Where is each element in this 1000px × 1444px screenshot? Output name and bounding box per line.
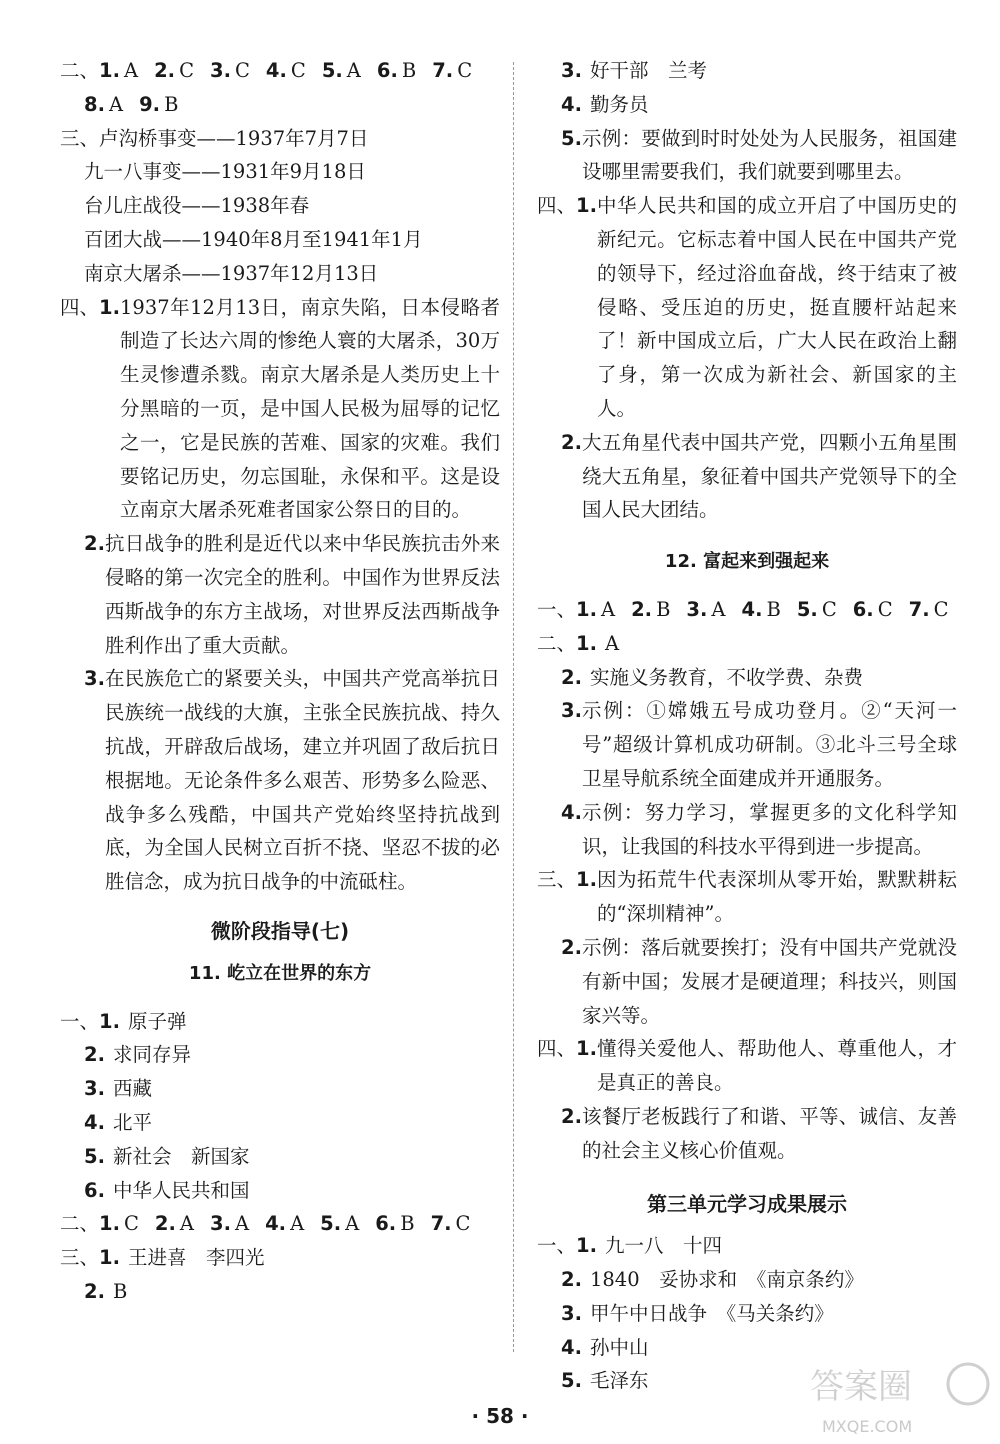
l12-section-3-item	[537, 863, 957, 931]
item-number: 4.	[84, 1110, 105, 1134]
mcq-number: 7.	[430, 1212, 452, 1236]
item-number: 1.	[576, 194, 597, 218]
l11-section-2-mcq-row	[60, 1207, 500, 1241]
unit-section-1-item	[537, 1263, 957, 1297]
item-number: 2.	[84, 1043, 105, 1067]
l11-section-1-item	[60, 1174, 500, 1208]
right-column	[537, 54, 957, 1398]
l11-section-3-item	[537, 122, 957, 190]
item-answer: 示例：①嫦娥五号成功登月。②“天河一号”超级计算机成功研制。③北斗三号全球卫星导航系统全面建成并开通服务。	[581, 699, 957, 790]
item-number: 5.	[561, 1369, 582, 1393]
item-number: 1.	[576, 631, 597, 655]
watermark-ring-icon	[948, 1364, 988, 1404]
item-answer: 中华人民共和国的成立开启了中国历史的新纪元。它标志着中国人民在中国共产党的领导下，经过浴血奋战，终于结束了被侵略、受压迫的历史，挺直腰杆站起来了！新中国成立后，广大人民在政治上翻了身，第一次成为新社会、新国家的主人。	[597, 194, 957, 420]
event-date-line: 南京大屠杀——1937年12月13日	[84, 261, 379, 285]
item-answer: 在民族危亡的紧要关头，中国共产党高举抗日民族统一战线的大旗，主张全民族抗战、持久抗战，开辟敌后战场，建立并巩固了敌后抗日根据地。无论条件多么艰苦、形势多么险恶、战争多么残酷，中国共产党始终坚持抗战到底，为全国人民树立百折不挠、坚忍不拔的必胜信念，成为抗日战争的中流砥柱。	[104, 667, 500, 894]
item-answer: 勤务员	[589, 92, 649, 116]
item-answer: 中华人民共和国	[112, 1178, 250, 1202]
item-number: 2.	[561, 430, 582, 454]
column-divider	[513, 62, 514, 1352]
mcq-choice: C	[124, 1212, 139, 1236]
item-number: 1.	[99, 1246, 120, 1270]
section-label: 四、	[60, 295, 100, 319]
section-label: 二、	[537, 631, 577, 655]
l12-section-3-item	[537, 931, 957, 1032]
section-label: 一、	[537, 1234, 577, 1258]
mcq-answers	[99, 1207, 500, 1241]
section-label: 四、	[537, 1037, 577, 1061]
mcq-answers	[576, 593, 957, 627]
item-answer: 西藏	[112, 1077, 152, 1101]
section-3-first-line	[60, 122, 500, 156]
event-date-row	[60, 223, 500, 257]
item-number: 1.	[576, 868, 597, 892]
event-date-row	[60, 257, 500, 291]
lesson-11-heading: 11. 屹立在世界的东方	[188, 962, 372, 984]
item-answer: 1840 妥协求和 《南京条约》	[589, 1268, 864, 1292]
l11-section-4-item	[537, 189, 957, 426]
mcq-number: 5.	[796, 597, 818, 621]
section-4-item	[60, 291, 500, 528]
item-number: 4.	[561, 92, 582, 116]
stage-heading: 微阶段指导(七)	[210, 918, 350, 943]
item-number: 2.	[561, 935, 582, 959]
item-number: 3.	[84, 667, 105, 691]
mcq-number: 3.	[210, 1212, 231, 1236]
item-number: 2.	[561, 665, 582, 689]
mcq-choice: C	[455, 1212, 471, 1236]
mcq-choice: A	[345, 1212, 360, 1236]
mcq-choice: A	[711, 597, 726, 621]
mcq-choice: B	[401, 59, 417, 82]
section-label: 二、	[60, 59, 100, 82]
event-date-line: 九一八事变——1931年9月18日	[84, 160, 366, 184]
item-number: 6.	[84, 1178, 105, 1202]
l12-section-1-mcq-row	[537, 593, 957, 627]
l11-section-3-item	[537, 88, 957, 122]
item-number: 3.	[561, 59, 582, 82]
event-date-line: 百团大战——1940年8月至1941年1月	[84, 227, 423, 251]
mcq-number: 9.	[139, 92, 161, 116]
mcq-number: 1.	[576, 597, 597, 621]
item-answer: 好干部 兰考	[589, 59, 707, 82]
mcq-choice: A	[346, 59, 361, 82]
item-number: 5.	[561, 126, 582, 150]
item-answer: 实施义务教育，不收学费、杂费	[589, 665, 863, 689]
unit-section-1-item	[537, 1297, 957, 1331]
mcq-choice: A	[601, 597, 616, 621]
mcq-choice: A	[108, 92, 124, 116]
mcq-choice: A	[290, 1212, 305, 1236]
mcq-number: 2.	[154, 1212, 176, 1236]
item-number: 2.	[561, 1104, 582, 1128]
event-date-row	[60, 155, 500, 189]
item-answer: 懂得关爱他人、帮助他人、尊重他人，才是真正的善良。	[597, 1037, 957, 1095]
section-2-mcq-row-cont	[60, 88, 500, 122]
section-label: 一、	[60, 1009, 100, 1033]
mcq-number: 6.	[375, 1212, 397, 1236]
item-answer: 因为拓荒牛代表深圳从零开始，默默耕耘的“深圳精神”。	[597, 868, 957, 926]
watermark-logo	[802, 1356, 992, 1440]
mcq-number: 5.	[321, 59, 343, 82]
item-number: 1.	[576, 1037, 597, 1061]
section-label: 三、	[60, 126, 100, 150]
event-date-line: 台儿庄战役——1938年春	[84, 194, 310, 218]
item-number: 2.	[84, 532, 105, 556]
event-date-line: 卢沟桥事变——1937年7月7日	[99, 126, 369, 150]
mcq-choice: A	[124, 59, 139, 82]
l12-section-2-item	[537, 796, 957, 864]
l11-section-3-item	[537, 54, 957, 88]
mcq-number: 7.	[432, 59, 454, 82]
mcq-number: 2.	[154, 59, 176, 82]
mcq-number: 3.	[210, 59, 231, 82]
mcq-choice: C	[234, 59, 250, 82]
l11-section-3-item	[60, 1241, 500, 1275]
unit-heading: 第三单元学习成果展示	[647, 1191, 847, 1216]
section-label: 三、	[60, 1246, 100, 1270]
section-2-mcq-row	[60, 54, 500, 88]
item-number: 1.	[99, 1009, 120, 1033]
item-number: 1.	[99, 295, 120, 319]
mcq-number: 6.	[852, 597, 874, 621]
mcq-number: 1.	[99, 1212, 120, 1236]
l12-section-4-item	[537, 1100, 957, 1168]
l12-section-2-item	[537, 627, 957, 661]
item-answer: B	[112, 1279, 128, 1303]
mcq-number: 4.	[741, 597, 763, 621]
mcq-choice: C	[877, 597, 893, 621]
watermark-url: MXQE.COM	[822, 1417, 913, 1436]
item-answer: 该餐厅老板践行了和谐、平等、诚信、友善的社会主义核心价值观。	[581, 1104, 957, 1162]
mcq-choice: C	[933, 597, 949, 621]
l11-section-1-item	[60, 1005, 500, 1039]
item-answer: 毛泽东	[589, 1369, 649, 1393]
mcq-choice: B	[766, 597, 781, 621]
section-label: 三、	[537, 868, 577, 892]
l11-section-1-item	[60, 1038, 500, 1072]
item-number: 1.	[576, 1234, 597, 1258]
item-number: 4.	[561, 1335, 582, 1359]
mcq-answers	[99, 54, 500, 88]
mcq-number: 2.	[631, 597, 653, 621]
section-label: 四、	[537, 194, 577, 218]
item-answer: 新社会 新国家	[112, 1144, 250, 1168]
item-answer: 王进喜 李四光	[128, 1246, 265, 1270]
section-4-item	[60, 662, 500, 899]
item-answer: 孙中山	[589, 1335, 649, 1359]
l11-section-1-item	[60, 1106, 500, 1140]
unit-section-1-item	[537, 1229, 957, 1263]
item-number: 3.	[84, 1077, 105, 1101]
item-answer: 求同存异	[112, 1043, 191, 1067]
left-column	[60, 54, 500, 1309]
mcq-choice: B	[400, 1212, 415, 1236]
mcq-number: 1.	[99, 59, 120, 82]
mcq-choice: B	[164, 92, 179, 116]
mcq-number: 4.	[265, 1212, 287, 1236]
item-answer: 甲午中日战争 《马关条约》	[589, 1301, 834, 1325]
mcq-choice: C	[179, 59, 194, 82]
mcq-number: 5.	[320, 1212, 342, 1236]
mcq-number: 4.	[265, 59, 287, 82]
l11-section-3-item	[60, 1275, 500, 1309]
l11-section-4-item	[537, 426, 957, 527]
item-answer: 原子弹	[128, 1009, 187, 1033]
watermark-text: 答案圈	[810, 1367, 912, 1407]
item-answer: 九一八 十四	[605, 1234, 723, 1258]
l12-section-4-item	[537, 1032, 957, 1100]
item-answer: A	[605, 631, 620, 655]
mcq-number: 7.	[908, 597, 930, 621]
l11-section-1-item	[60, 1140, 500, 1174]
mcq-number: 8.	[84, 92, 105, 116]
mcq-number: 6.	[376, 59, 398, 82]
item-number: 3.	[561, 699, 582, 723]
item-number: 5.	[84, 1144, 105, 1168]
section-4-item	[60, 527, 500, 662]
item-number: 2.	[84, 1279, 105, 1303]
mcq-number: 3.	[686, 597, 708, 621]
section-label: 一、	[537, 597, 577, 621]
item-answer: 抗日战争的胜利是近代以来中华民族抗击外来侵略的第一次完全的胜利。中国作为世界反法西斯战争的东方主战场，对世界反法西斯战争胜利作出了重大贡献。	[104, 532, 500, 657]
mcq-choice: B	[656, 597, 671, 621]
l11-section-1-item	[60, 1072, 500, 1106]
item-number: 2.	[561, 1268, 582, 1292]
mcq-choice: C	[821, 597, 837, 621]
mcq-choice: A	[179, 1212, 194, 1236]
item-number: 3.	[561, 1301, 582, 1325]
item-number: 4.	[561, 800, 582, 824]
section-label: 二、	[60, 1212, 100, 1236]
lesson-12-heading: 12. 富起来到强起来	[664, 551, 830, 573]
item-answer: 1937年12月13日，南京失陷，日本侵略者制造了长达六周的惨绝人寰的大屠杀，30万生灵惨遭杀戮。南京大屠杀是人类历史上十分黑暗的一页，是中国人民极为屈辱的记忆之一，它是民族的苦难、国家的灾难。我们要铭记历史，勿忘国耻，永保和平。这是设立南京大屠杀死难者国家公祭日的目的。	[120, 295, 500, 522]
mcq-choice: C	[457, 59, 473, 82]
mcq-choice: A	[234, 1212, 250, 1236]
mcq-choice: C	[290, 59, 306, 82]
item-answer: 示例：落后就要挨打；没有中国共产党就没有新中国；发展才是硬道理；科技兴，则国家兴等。	[581, 935, 957, 1027]
mcq-answers	[84, 88, 500, 122]
item-answer: 北平	[112, 1110, 152, 1134]
item-answer: 大五角星代表中国共产党，四颗小五角星围绕大五角星，象征着中国共产党领导下的全国人民大团结。	[581, 430, 957, 522]
l12-section-2-item	[537, 694, 957, 795]
event-date-row	[60, 189, 500, 223]
l12-section-2-item	[537, 661, 957, 695]
item-answer: 示例：努力学习，掌握更多的文化科学知识，让我国的科技水平得到进一步提高。	[581, 800, 957, 858]
page-number: · 58 ·	[471, 1404, 529, 1428]
item-answer: 示例：要做到时时处处为人民服务，祖国建设哪里需要我们，我们就要到哪里去。	[581, 126, 957, 184]
